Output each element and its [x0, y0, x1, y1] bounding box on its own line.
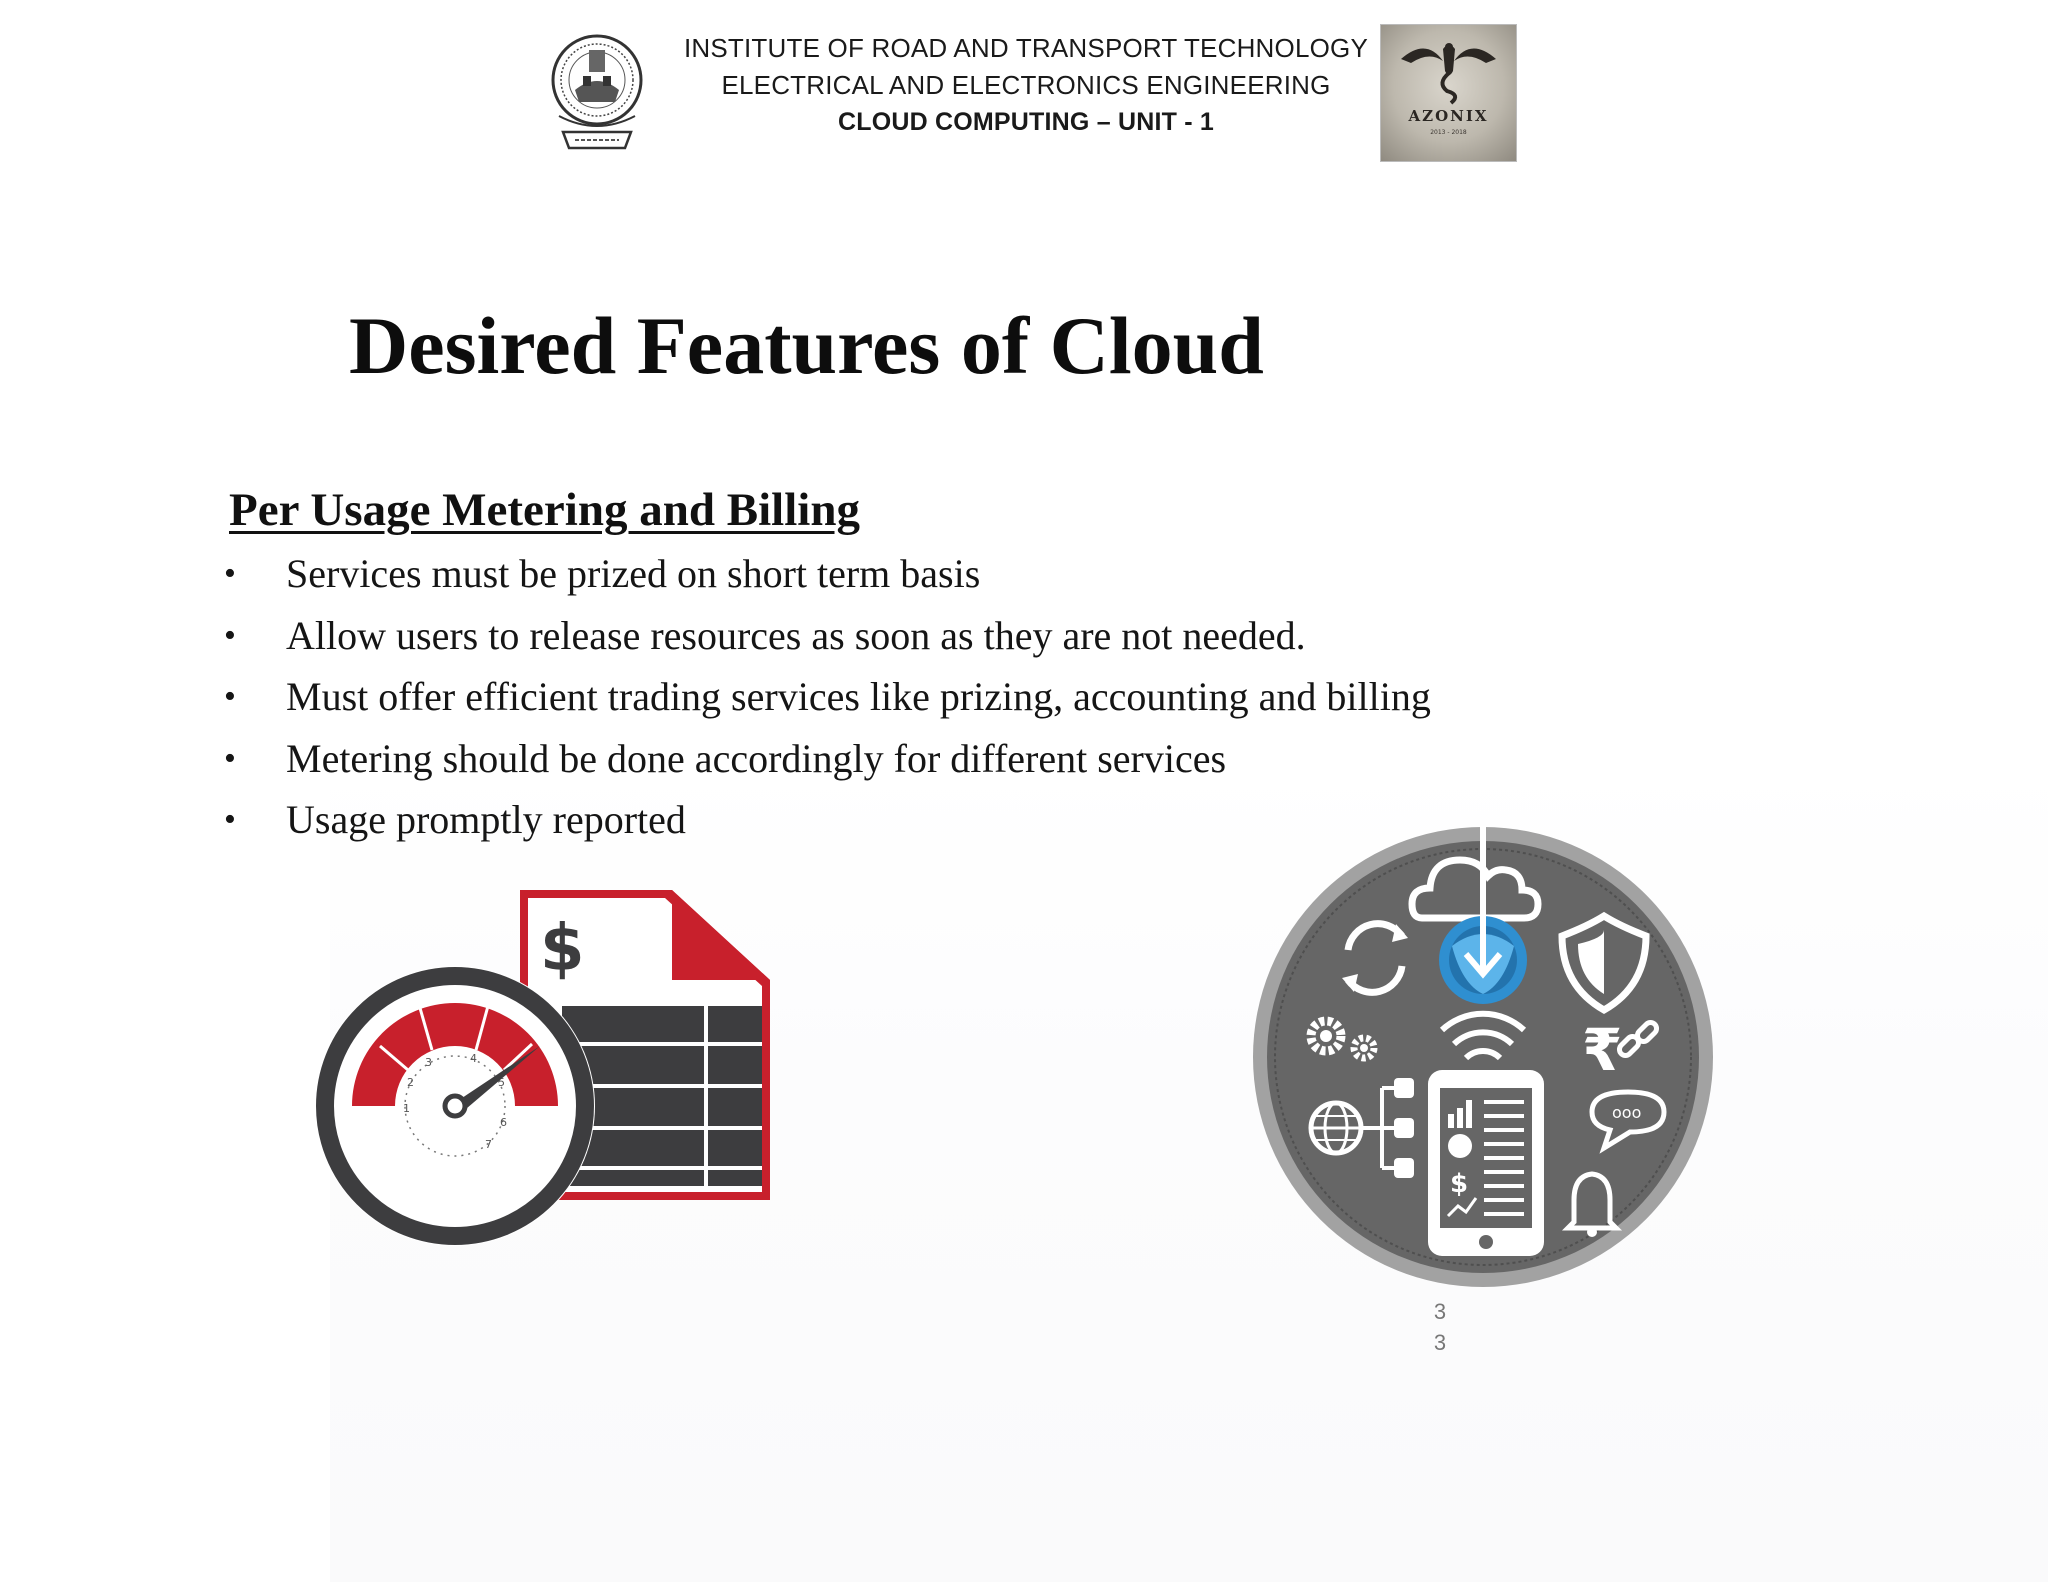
azonix-logo — [1380, 24, 1517, 162]
bullet-text: Metering should be done accordingly for different services — [286, 735, 1227, 781]
bullet-text: Allow users to release resources as soon as they are not needed. — [286, 612, 1306, 658]
page-number-line: 3 — [1433, 1299, 1447, 1324]
bullet-list — [224, 545, 1431, 853]
cloud-services-illustration — [1252, 826, 1714, 1288]
dollar-sign: $ — [540, 912, 585, 986]
institute-emblem-icon — [545, 28, 649, 156]
mobile-dashboard-icon — [1428, 1070, 1544, 1256]
section-heading: Per Usage Metering and Billing — [229, 484, 860, 536]
rupee-symbol: ₹ — [1582, 1016, 1623, 1084]
meter-billing-illustration — [310, 880, 780, 1250]
page-number-line: 3 — [1433, 1330, 1447, 1355]
gauge-tick-label: 4 — [470, 1052, 477, 1065]
list-item — [224, 607, 1431, 669]
page-number — [1420, 1296, 1460, 1358]
institute-name: INSTITUTE OF ROAD AND TRANSPORT TECHNOLOGY — [683, 33, 1369, 63]
list-item — [224, 791, 1431, 853]
gauge-tick-label: 7 — [485, 1138, 492, 1151]
dollar-symbol: $ — [1450, 1169, 1469, 1199]
bullet-dot-icon: • — [224, 801, 236, 838]
speedometer-icon — [315, 966, 595, 1246]
gauge-tick-label: 2 — [407, 1076, 414, 1089]
gauge-tick-label: 3 — [425, 1056, 432, 1069]
bullet-text: Must offer efficient trading services like prizing, accounting and billing — [286, 674, 1431, 719]
chat-dots: ooo — [1612, 1103, 1642, 1122]
list-item — [224, 668, 1431, 730]
list-item — [224, 730, 1431, 792]
bullet-dot-icon: • — [224, 678, 236, 715]
azonix-dragon-logo-icon — [1381, 29, 1516, 109]
gauge-tick-label: 5 — [498, 1076, 505, 1089]
bullet-dot-icon: • — [224, 739, 236, 777]
gauge-tick-label: 6 — [500, 1116, 507, 1129]
department-name: ELECTRICAL AND ELECTRONICS ENGINEERING — [721, 70, 1331, 100]
header-block — [640, 30, 1412, 141]
list-item — [224, 545, 1431, 607]
bullet-text: Usage promptly reported — [286, 797, 686, 842]
bullet-dot-icon: • — [224, 616, 236, 654]
slide-title: Desired Features of Cloud — [349, 300, 1264, 391]
bullet-dot-icon: • — [224, 555, 236, 592]
azonix-years: 2013 - 2018 — [1430, 129, 1467, 136]
bullet-text: Services must be prized on short term basis — [286, 551, 981, 596]
azonix-name: AZONIX — [1408, 107, 1489, 125]
course-unit: CLOUD COMPUTING – UNIT - 1 — [837, 108, 1215, 136]
gauge-tick-label: 1 — [403, 1102, 410, 1115]
